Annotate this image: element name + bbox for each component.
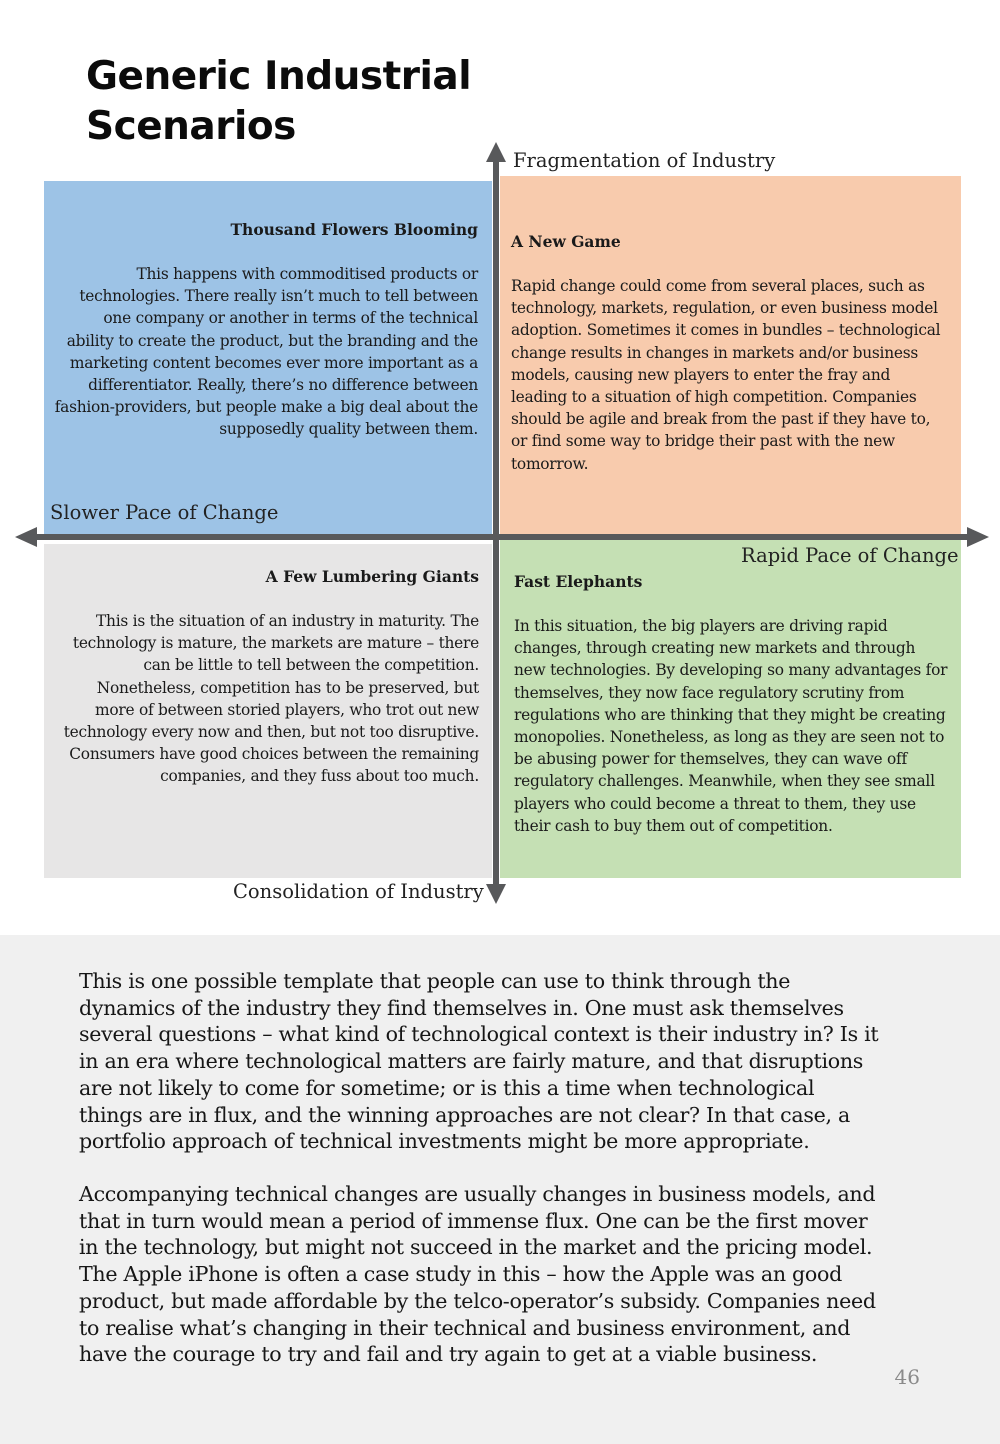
quadrant-a-new-game: [500, 176, 961, 534]
quadrant-heading: A New Game: [511, 232, 621, 251]
quadrant-body: This happens with commoditised products or technologies. There really isn’t much to tell between one company or another in terms of the technical ability to create the product, but the branding and the marketing content becomes ever more important as a differentiator. Really, there’s no difference between fashion-providers, but people make a big deal about the supposedly quality between them.: [54, 265, 478, 439]
axis-label-rapid-pace: Rapid Pace of Change: [741, 544, 959, 567]
arrow-left-icon: [15, 527, 37, 547]
quadrant-body: Rapid change could come from several places, such as technology, markets, regulation, or even business model adoption. Sometimes it comes in bundles – technological change results in changes in markets and/or business models, causing new players to enter the fray and leading to a situation of high competition. Companies should be agile and break from the past if they have to, or find some way to bridge their past with the new tomorrow.: [511, 277, 941, 473]
arrow-right-icon: [967, 527, 989, 547]
quadrant-heading: Fast Elephants: [514, 572, 643, 591]
axis-label-consolidation: Consolidation of Industry: [233, 880, 484, 903]
quadrant-heading: Thousand Flowers Blooming: [230, 220, 478, 239]
quadrant-body: This is the situation of an industry in maturity. The technology is mature, the markets are mature – there can be little to tell between the competition. Nonetheless, competition has to be preserved, but more of between storied players, who trot out new technology every now and then, but not too disruptive. Consumers have good choices between the remaining companies, and they fuss about too much.: [63, 612, 479, 786]
axis-label-slower-pace: Slower Pace of Change: [50, 501, 279, 524]
quadrant-heading: A Few Lumbering Giants: [265, 567, 479, 586]
commentary-section: [0, 935, 1000, 1444]
quadrant-a-few-lumbering-giants: [44, 544, 492, 878]
quadrant-thousand-flowers-blooming: [44, 181, 492, 534]
arrow-down-icon: [486, 884, 506, 904]
page-title: Generic Industrial Scenarios: [86, 54, 472, 149]
quadrant-fast-elephants: [500, 540, 961, 878]
axis-label-fragmentation: Fragmentation of Industry: [513, 149, 776, 172]
commentary-paragraph: This is one possible template that people can use to think through the dynamics of the industry they find themselves in. One must ask themselves several questions – what kind of technological context is their industry in? Is it in an era where technological matters are fairly mature, and that disruptions are not likely to come for sometime; or is this a time when technological things are in flux, and the winning approaches are not clear? In that case, a portfolio approach of technical investments might be more appropriate.: [79, 969, 879, 1154]
commentary-paragraph: Accompanying technical changes are usually changes in business models, and that in turn would mean a period of immense flux. One can be the first mover in the technology, but might not succeed in the market and the pricing model. The Apple iPhone is often a case study in this – how the Apple was an good product, but made affordable by the telco-operator’s subsidy. Companies need to realise what’s changing in their technical and business environment, and have the courage to try and fail and try again to get at a viable business.: [79, 1182, 876, 1367]
quadrant-body: In this situation, the big players are driving rapid changes, through creating new markets and through new technologies. By developing so many advantages for themselves, they now face regulatory scrutiny from regulations who are thinking that they might be creating monopolies. Nonetheless, as long as they are seen not to be abusing power for themselves, they can wave off regulatory challenges. Meanwhile, when they see small players who could become a threat to them, they use their cash to buy them out of competition.: [514, 617, 948, 835]
page-number: 46: [894, 1365, 920, 1389]
